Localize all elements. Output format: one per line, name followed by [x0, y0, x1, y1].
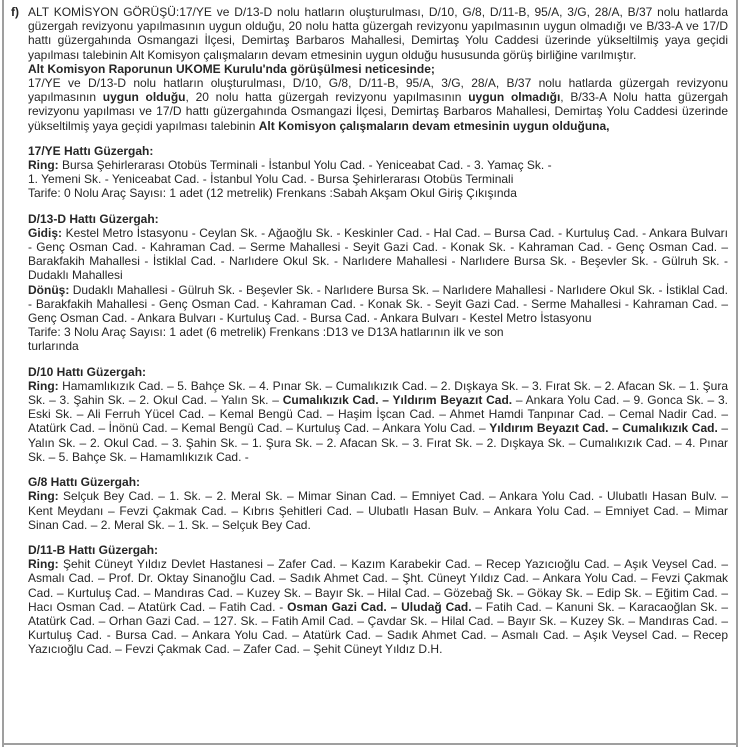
bold-emphasis-text: Cumalıkızık Cad. – Yıldırım Beyazıt Cad. — [282, 393, 513, 408]
route-section-body — [28, 379, 728, 464]
bold-emphasis-text: Osman Gazi Cad. – Uludağ Cad. — [287, 599, 472, 614]
route-section — [28, 543, 728, 657]
route-paragraph — [28, 557, 728, 656]
route-paragraph — [28, 379, 728, 464]
cell-bottom-border — [2, 743, 738, 745]
route-section-title: 17/YE Hattı Güzergah: — [28, 143, 154, 158]
body-text: Selçuk Bey Cad. – 1. Sk. – 2. Meral Sk. – Mimar Sinan Cad. – Emniyet Cad. – Ankara Yolu Cad. - Ulubatlı Hasan Bulv. – Kent Meydanı – Fevzi Çakmak Cad. – Kıbrıs Şehitleri Cad. – Ulubatlı Hasan Bulv. – Ankara Yolu Cad. – Emniyet Cad. – Mimar Sinan Cad. – 2. Meral Sk. – 1. Sk. – Selçuk Bey Cad. — [28, 489, 728, 532]
route-section-body — [28, 557, 728, 656]
body-text: Hamamlıkızık Cad. – 5. Bahçe Sk. – 4. Pınar Sk. – Cumalıkızık Cad. – 2. Dışkaya Sk. – 3. Fırat Sk. – 2. Afacan Sk. – 1. Şura Sk. – 3. Şahin Sk. – 2. Okul Cad. – Yalın Sk. – — [28, 378, 728, 408]
route-section-title: D/10 Hattı Güzergah: — [28, 364, 147, 379]
body-text: Dudaklı Mahallesi - Gülruh Sk. - Beşevler Sk. - Narlıdere Bursa Sk. – Narlıdere Mahallesi - Narlıdere Okul Sk. - İstiklal Cad. - Barakfakih Mahallesi - Genç Osman Cad. - Kahraman Cad. - Konak Sk. - Seyit Gazi Cad. - Serme Mahallesi - Kahraman Cad. – Genç Osman Cad. - Ankara Bulvarı - Kurtuluş Cad. - Bursa Cad. - Ankara Bulvarı - Kestel Metro İstasyonu — [28, 282, 728, 326]
ukome-decision-paragraph — [28, 76, 728, 133]
route-paragraph — [28, 186, 552, 200]
bold-emphasis-text: Ring: — [28, 489, 59, 504]
route-section — [28, 144, 728, 201]
route-section — [28, 212, 728, 354]
body-text: – Ankara Yolu Cad. – 9. Gonca Sk. – 3. Eski Sk. – Ali Ferruh Yücel Cad. – Kemal Bengü Cad. – Haşim İşcan Cad. – Ahmet Hamdi Tanpınar Cad. – Cemal Nadir Cad. – Atatürk Cad. – İnönü Cad. – Kemal Bengü Cad. – Kurtuluş Cad. – Ankara Yolu Cad. – — [28, 393, 728, 436]
bold-emphasis-text: Alt Komisyon çalışmaların devam etmesinin uygun olduğuna, — [258, 118, 610, 133]
body-text: 17/YE ve D/13-D nolu hatların oluşturulması, D/10, G/8, D/11-B, 95/A, 3/G, 28/A, B/37 nolu hatlarda güzergah revizyonu yapılmasının — [28, 76, 728, 105]
bold-emphasis-text: uygun olmadığı — [468, 90, 561, 105]
bold-emphasis-text: uygun olduğu — [102, 90, 186, 105]
document-content — [11, 5, 729, 657]
route-section-title: D/13-D Hattı Güzergah: — [28, 211, 159, 226]
route-section — [28, 475, 728, 532]
body-text: , 20 nolu hatta güzergah revizyonu yapılmasının — [185, 90, 469, 105]
body-text: Tarife: 0 Nolu Araç Sayısı: 1 adet (12 metrelik) Frenkans :Sabah Akşam Okul Giriş Çıkışında — [28, 186, 517, 201]
body-text: Tarife: 3 Nolu Araç Sayısı: 1 adet (6 metrelik) Frenkans :D13 ve D13A hatlarının ilk ve son turlarında — [28, 325, 504, 354]
route-paragraph — [28, 283, 728, 326]
bold-emphasis-text: Yıldırım Beyazıt Cad. – Cumalıkızık Cad. — [489, 421, 718, 436]
bold-emphasis-text: Gidiş: — [28, 225, 63, 240]
bold-emphasis-text: Ring: — [28, 158, 59, 173]
route-paragraph — [28, 158, 552, 186]
body-text: Şehit Cüneyt Yıldız Devlet Hastanesi – Zafer Cad. – Kazım Karabekir Cad. – Recep Yazıcıoğlu Cad. – Aşık Veysel Cad. – Asmalı Cad. – Prof. Dr. Oktay Sinanoğlu Cad. – Sadık Ahmet Cad. – Şht. Cüneyt Yıldız Cad. – Ankara Yolu Cad. – Fevzi Çakmak Cad. – Kurtuluş Cad. – Mandıras Cad. – Kuzey Sk. – Bayır Sk. – Hilal Cad. – Gözebağ Sk. – Gökay Sk. – Edip Sk. – Eğitim Cad. – Hacı Osman Cad. – Atatürk Cad. – Fatih Cad. - — [28, 557, 728, 614]
route-paragraph — [28, 489, 728, 532]
body-text: – Yalın Sk. – 2. Okul Cad. – 3. Şahin Sk. – 1. Şura Sk. – 2. Afacan Sk. – 3. Fırat Sk. – 2. Dışkaya Sk. – Cumalıkızık Cad. – 4. Pınar Sk. – 5. Bahçe Sk. – Hamamlıkızık Cad. - — [28, 421, 729, 464]
route-section-body — [28, 226, 728, 354]
bold-emphasis-text: Ring: — [28, 378, 59, 393]
body-text: ALT KOMİSYON GÖRÜŞÜ:17/YE ve D/13-D nolu hatların oluşturulması, D/10, G/8, D/11-B, 95/A, 3/G, 28/A, B/37 nolu hatlarda güzergah revizyonu yapılmasının uygun olduğu, 20 nolu hatta güzergah revizyonu yapılmasının uygun olmadığı ve B/33-A ve 17/D hattı güzergahında Osmangazi İlçesi, Demirtaş Barbaros Mahallesi, Demirtaş Yolu Caddesi üzerinde yükseltilmiş yaya geçidi yapılması talebinin Alt Komisyon çalışmaların devam etmesinin uygun olduğu hususunda görüş birliğine varılmıştır. — [28, 5, 728, 62]
item-marker: f) — [11, 5, 19, 19]
subcommittee-opinion-paragraph — [28, 5, 728, 62]
body-text: , B/33-A Nolu hatta güzergah revizyonu yapılması ve 17/D hattı güzergahında Osmangazi İlçesi, Demirtaş Barbaros Mahallesi, Demirtaş Yolu Caddesi üzerinde yükseltilmiş yaya geçidi yapılması talebinin — [28, 90, 729, 133]
bold-emphasis-text: Dönüş: — [28, 282, 70, 297]
route-paragraph — [28, 325, 552, 353]
route-section-body — [28, 158, 728, 201]
cell-left-border — [2, 0, 4, 747]
body-text: Bursa Şehirlerarası Otobüs Terminali - İstanbul Yolu Cad. - Yeniceabat Cad. - 3. Yamaç Sk. - 1. Yemeni Sk. - Yeniceabat Cad. - İstanbul Yolu Cad. - Bursa Şehirlerarası Otobüs Terminali — [28, 158, 552, 187]
body-text: – Fatih Cad. – Kanuni Sk. – Karacaoğlan Sk. – Atatürk Cad. – Orhan Gazi Cad. – 127. Sk. – Fatih Amil Cad. – Çavdar Sk. – Hilal Cad. – Bayır Sk. – Kuzey Sk. – Mandıras Cad. – Kurtuluş Cad. - Bursa Cad. – Ankara Yolu Cad. – Atatürk Cad. – Sadık Ahmet Cad. – Asmalı Cad. – Aşık Veysel Cad. – Recep Yazıcıoğlu Cad. – Fevzi Çakmak Cad. – Zafer Cad. – Şehit Cüneyt Yıldız D.H. — [28, 599, 729, 657]
route-paragraph — [28, 226, 728, 283]
route-section-title: G/8 Hattı Güzergah: — [28, 475, 141, 490]
bold-emphasis-text: Ring: — [28, 557, 59, 572]
ukome-review-subheading: Alt Komisyon Raporunun UKOME Kurulu'nda görüşülmesi neticesinde; — [28, 61, 435, 76]
body-text: Kestel Metro İstasyonu - Ceylan Sk. - Ağaoğlu Sk. - Keskinler Cad. - Hal Cad. – Bursa Cad. - Kurtuluş Cad. - Ankara Bulvarı - Genç Osman Cad. - Kahraman Cad. – Serme Mahallesi - Seyit Gazi Cad. - Konak Sk. - Kahraman Cad. - Genç Osman Cad. – Barakfakih Mahallesi - İstiklal Cad. - Narlıdere Okul Sk. - Narlıdere Mahallesi - Narlıdere Bursa Sk. - Beşevler Sk. - Gülruh Sk. - Dudaklı Mahallesi — [28, 225, 728, 283]
route-section-title: D/11-B Hattı Güzergah: — [28, 542, 159, 557]
route-section — [28, 365, 728, 464]
route-section-body — [28, 489, 728, 532]
cell-right-border — [736, 0, 738, 747]
route-sections — [28, 144, 728, 657]
